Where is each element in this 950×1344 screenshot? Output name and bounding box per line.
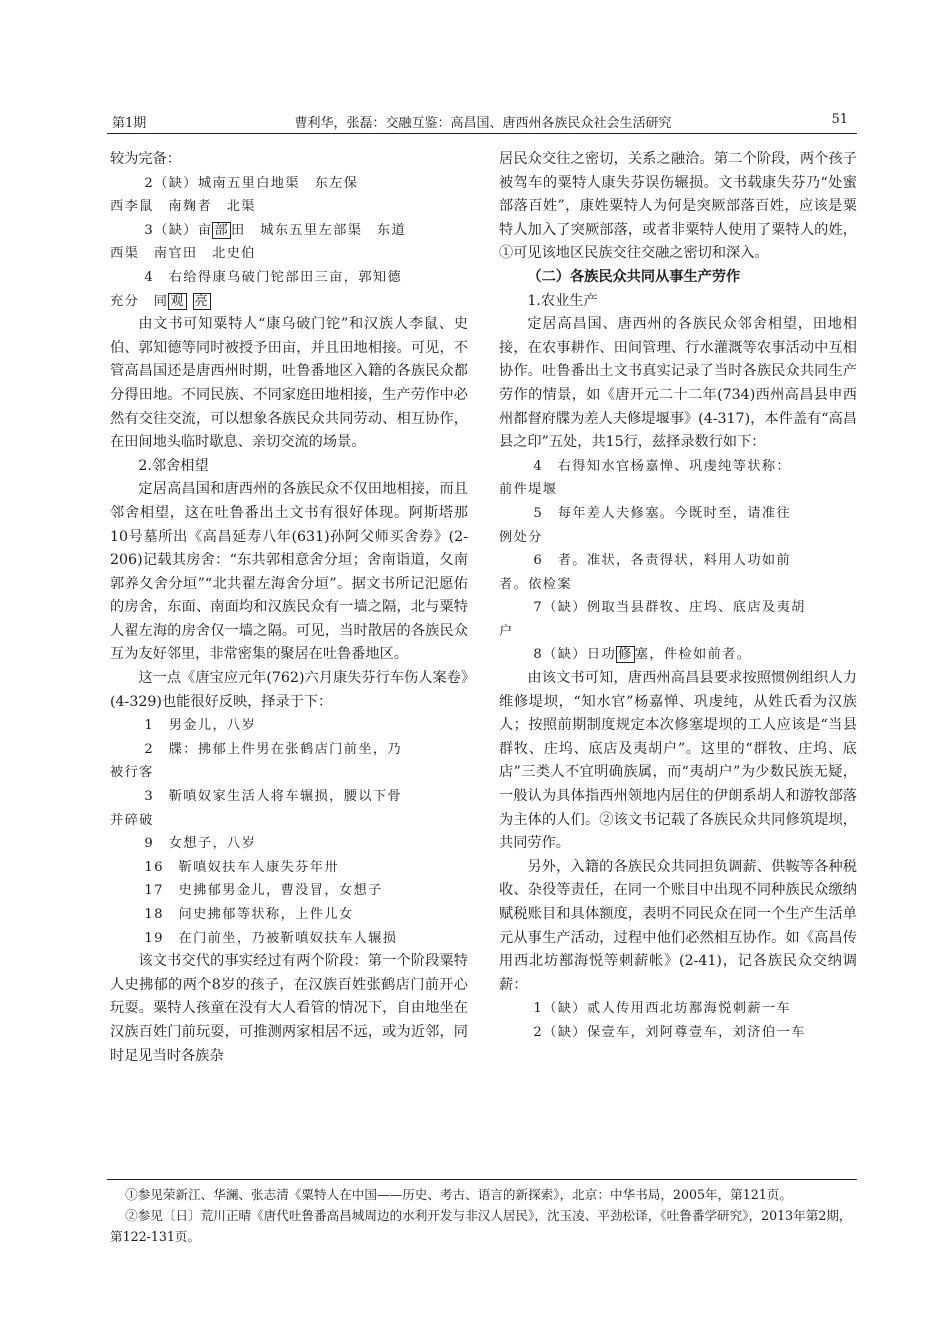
quote-text: 塞，件检如前者。 <box>634 647 752 663</box>
body-paragraph: 由该文书可知，唐西州高昌县要求按照惯例组织人力维修堤坝，“知水官”杨嘉惮、巩虔纯，从姓氏看为汉族人；按照前期制度规定本次修塞堤坝的工人应该是“当县群牧、庄坞、底店及夷胡户”。这里的“群牧、庄坞、底店”三类人不宜明确族属，而“夷胡户”为少数民族无疑，一般认为具体指西州领地内居住的伊朗系胡人和游牧部落为主体的人们。②该文书记载了各族民众共同修筑堤坝，共同劳作。 <box>499 670 857 852</box>
body-paragraph: 居民众交往之密切，关系之融洽。第二个阶段，两个孩子被驾车的粟特人康失芬误伤辗损。文书载康失芬乃“处蜜部落百姓”，康姓粟特人为何是突厥部落百姓，应该是粟特人加入了突厥部落，或者非粟特人使用了粟特人的姓，①可见该地区民族交往交融之密切和深入。 <box>499 151 857 262</box>
document-quote-line: 5 每年差人夫修塞。今既时至，请准往 <box>533 505 792 521</box>
footnote: ②参见〔日〕荒川正晴《唐代吐鲁番高昌城周边的水利开发与非汉人居民》，沈玉凌、平劲松译，《吐鲁番学研究》，2013年第2期，第122-131页。 <box>110 1208 852 1244</box>
document-quote-line: 2 牒：拂郁上件男在张鹤店门前坐，乃 <box>144 741 403 757</box>
page-number: 51 <box>831 112 848 127</box>
restored-character: 观 <box>170 293 185 309</box>
document-quote-continuation: 西李鼠 南麹者 北渠 <box>110 199 256 215</box>
document-quote-line: 17 史拂郁男金儿，曹没冒，女想子 <box>144 883 383 899</box>
section-heading: （二）各族民众共同从事生产劳作 <box>527 268 741 285</box>
document-quote-continuation: 前件堤堰 <box>499 482 558 498</box>
body-paragraph: 这一点《唐宝应元年(762)六月康失芬行车伤人案卷》(4-329)也能很好反映，择录于下： <box>110 670 468 710</box>
document-quote-line: 2（缺）保壹车，刘阿尊壹车，刘济伯一车 <box>533 1024 806 1040</box>
quote-text: 3（缺）亩 <box>144 222 213 238</box>
document-quote-line: 1（缺）贰人传用西北坊鄯海悦刺薪一车 <box>533 1001 792 1017</box>
quote-text: 田 城东五里左部渠 东道 <box>231 222 407 238</box>
document-quote-continuation: 并碎破 <box>110 812 154 828</box>
left-column <box>110 148 468 1068</box>
subsection-heading: 2.邻舍相望 <box>138 457 209 474</box>
document-quote-line: 7（缺）例取当县群牧、庄坞、底店及夷胡 <box>533 600 806 616</box>
document-quote-line <box>110 219 468 243</box>
body-paragraph: 另外，入籍的各族民众共同担负调薪、供鞍等各种税收、杂役等责任，在同一个账目中出现不同种族民众缴纳赋税账目和具体额度，表明不同民众在同一个生产生活单元从事生产活动，过程中他们必然相互协作。如《高昌传用西北坊鄯海悦等刺薪帐》(2-41)，记各族民众交纳调薪： <box>499 858 857 993</box>
document-quote-line: 4 右给得康乌破门铊部田三亩，郭知德 <box>144 269 403 285</box>
footnotes <box>110 1184 858 1247</box>
document-quote-line: 19 在门前坐，乃被靳嗔奴扶车人辗损 <box>144 930 398 946</box>
document-quote-line: 1 男金儿，八岁 <box>144 718 257 734</box>
right-column <box>499 148 857 1045</box>
footnote-rule <box>107 1179 857 1180</box>
restored-character: 修 <box>618 647 633 663</box>
body-paragraph: 由文书可知粟特人“康乌破门铊”和汉族人李鼠、史伯、郭知德等同时被授予田亩，并且田地相接。可见，不管高昌国还是唐西州时期，吐鲁番地区入籍的各族民众都分得田地。不同民族、不同家庭田地相接，生产劳作中必然有交往交流，可以想象各族民众共同劳动、相互协作，在田间地头临时歇息、亲切交流的场景。 <box>110 316 468 451</box>
subsection-heading: 1.农业生产 <box>527 292 598 309</box>
body-paragraph: 该文书交代的事实经过有两个阶段：第一个阶段粟特人史拂郁的两个8岁的孩子，在汉族百姓张鹤店门前开心玩耍。粟特人孩童在没有大人看管的情况下，自由地坐在汉族百姓门前玩耍，可推测两家相居不远，或为近邻，同时足见当时各族杂 <box>110 953 468 1064</box>
document-quote-line: 6 者。准状，各责得状，料用人功如前 <box>533 553 792 569</box>
document-quote-line: 9 女想子，八岁 <box>144 836 257 852</box>
running-header <box>112 112 854 132</box>
body-paragraph: 较为完备： <box>110 151 181 167</box>
document-quote-line: 3 靳嗔奴家生活人将车辗损，腰以下骨 <box>144 789 403 805</box>
document-quote-continuation: 被行客 <box>110 765 154 781</box>
restored-character: 亮 <box>194 293 210 309</box>
restored-character: 部 <box>214 222 230 238</box>
quote-text: 充分 同 <box>110 293 169 309</box>
document-quote-line: 18 问史拂郁等状称，上件儿女 <box>144 907 354 922</box>
document-quote-continuation: 例处分 <box>499 529 543 545</box>
body-paragraph: 定居高昌国、唐西州的各族民众邻舍相望，田地相接，在农事耕作、田间管理、行水灌溉等农事活动中互相协作。吐鲁番出土文书真实记录了当时各族民众共同生产劳作的情景，如《唐开元二十二年(734)西州高昌县申西州都督府牒为差人夫修堤堰事》(4-317)，本件盖有“高昌县之印”五处，共15行，兹择录数行如下： <box>499 316 857 451</box>
document-quote-continuation <box>110 290 468 314</box>
issue-number: 第1期 <box>112 116 147 131</box>
document-quote-continuation: 户 <box>499 623 514 639</box>
article-title: 曹利华，张磊：交融互鉴：高昌国、唐西州各族民众社会生活研究 <box>294 116 672 131</box>
document-quote-line: 2（缺）城南五里白地渠 东左保 <box>144 175 359 191</box>
quote-text: 8（缺）日功 <box>533 647 617 663</box>
document-quote-line <box>499 643 857 667</box>
header-rule <box>107 133 857 134</box>
body-paragraph: 定居高昌国和唐西州的各族民众不仅田地相接，而且邻舍相望，这在吐鲁番出土文书有很好体现。阿斯塔那10号墓所出《高昌延寿八年(631)孙阿父师买舍券》(2-206)记载其房舍：“东共郭相意舍分垣；舍南诣道，夂南郭养夂舍分垣”“北共翟左海舍分垣”。据文书所记汜愿佑的房舍，东面、南面均和汉族民众有一墙之隔，北与粟特人翟左海的房舍仅一墙之隔。可见，当时散居的各族民众互为友好邻里，非常密集的聚居在吐鲁番地区。 <box>110 481 468 663</box>
document-quote-continuation: 西渠 南官田 北史伯 <box>110 246 256 262</box>
document-quote-line: 4 右得知水官杨嘉惮、巩虔纯等状称： <box>533 458 792 474</box>
footnote: ①参见荣新江、华澜、张志清《粟特人在中国——历史、考古、语言的新探索》，北京：中华书局，2005年，第121页。 <box>125 1187 792 1202</box>
document-quote-continuation: 者。依检案 <box>499 576 572 592</box>
document-quote-line: 16 靳嗔奴扶车人康失芬年卅 <box>144 859 339 875</box>
